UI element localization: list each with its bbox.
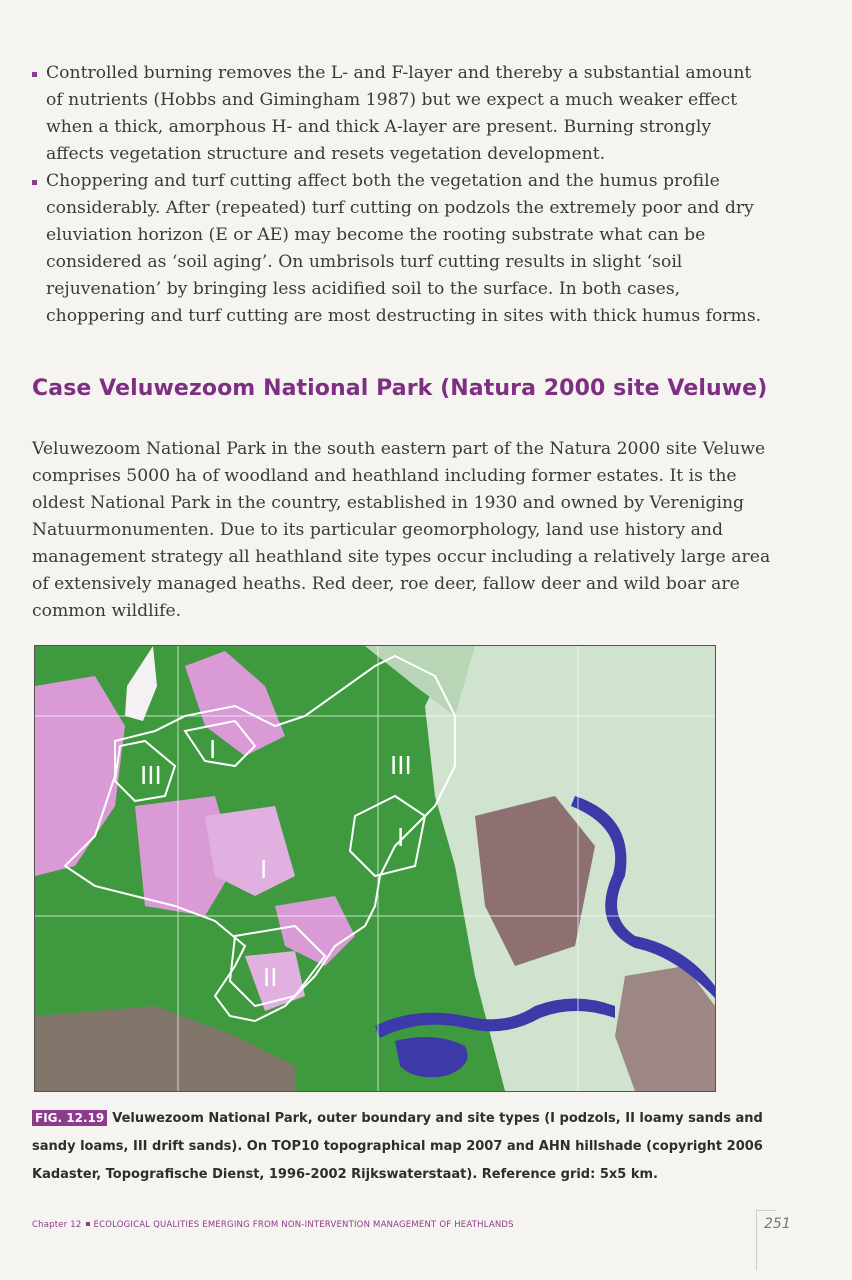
map-graphic: [35, 646, 715, 1091]
bullet-burning: Controlled burning removes the L- and F-layer and thereby a substantial amount of nutrients (Hobbs and Gimingham 1987) but we expect a much weaker effect when a thick, amorphous H- and thick A-layer are present. Burning strongly affects vegetation structure and resets vegetation development.: [32, 60, 772, 168]
page-number-rule-top: [756, 1210, 776, 1211]
section-heading: Case Veluwezoom National Park (Natura 2000 site Veluwe): [32, 376, 768, 401]
footer-separator-icon: [86, 1222, 90, 1226]
caption-text: Veluwezoom National Park, outer boundary and site types (I podzols, II loamy sands and sandy loams, III drift sands). On TOP10 topographical map 2007 and AHN hillshade (copyright 2006 Kadaster, Topografische Dienst, 1996-2002 Rijkswaterstaat). Reference grid: 5x5 km.: [32, 1111, 763, 1182]
map-label-drift-sands-east: III: [390, 750, 412, 780]
map-label-podzols-north: I: [209, 734, 217, 764]
figure-caption: [32, 1104, 772, 1189]
page-number: 251: [764, 1216, 791, 1232]
bullet-choppering: Choppering and turf cutting affect both the vegetation and the humus profile considerably. After (repeated) turf cutting on podzols the extremely poor and dry eluviation horizon (E or AE) may become the rooting substrate what can be considered as ‘soil aging’. On umbrisols turf cutting results in slight ‘soil rejuvenation’ by bringing less acidified soil to the surface. In both cases, choppering and turf cutting are most destructing in sites with thick humus forms.: [32, 168, 772, 330]
footer-chapter: Chapter 12: [32, 1220, 82, 1230]
map-label-podzols-east: I: [397, 822, 405, 852]
map-label-drift-sands-west: III: [140, 760, 162, 790]
intro-paragraph: Veluwezoom National Park in the south eastern part of the Natura 2000 site Veluwe comprises 5000 ha of woodland and heathland including former estates. It is the oldest National Park in the country, established in 1930 and owned by Vereniging Natuurmonumenten. Due to its particular geomorphology, land use history and management strategy all heathland site types occur including a relatively large area of extensively managed heaths. Red deer, roe deer, fallow deer and wild boar are common wildlife.: [32, 439, 771, 621]
bullet-list: [32, 60, 772, 330]
map-label-podzols-center: I: [260, 854, 268, 884]
site-map: [34, 645, 716, 1092]
footer-title: ECOLOGICAL QUALITIES EMERGING FROM NON-INTERVENTION MANAGEMENT OF HEATHLANDS: [93, 1220, 514, 1230]
page-footer: [32, 1220, 514, 1230]
figure-label: FIG. 12.19: [32, 1110, 107, 1126]
page-number-rule: [756, 1210, 757, 1270]
map-label-loamy-sands: II: [263, 962, 278, 992]
